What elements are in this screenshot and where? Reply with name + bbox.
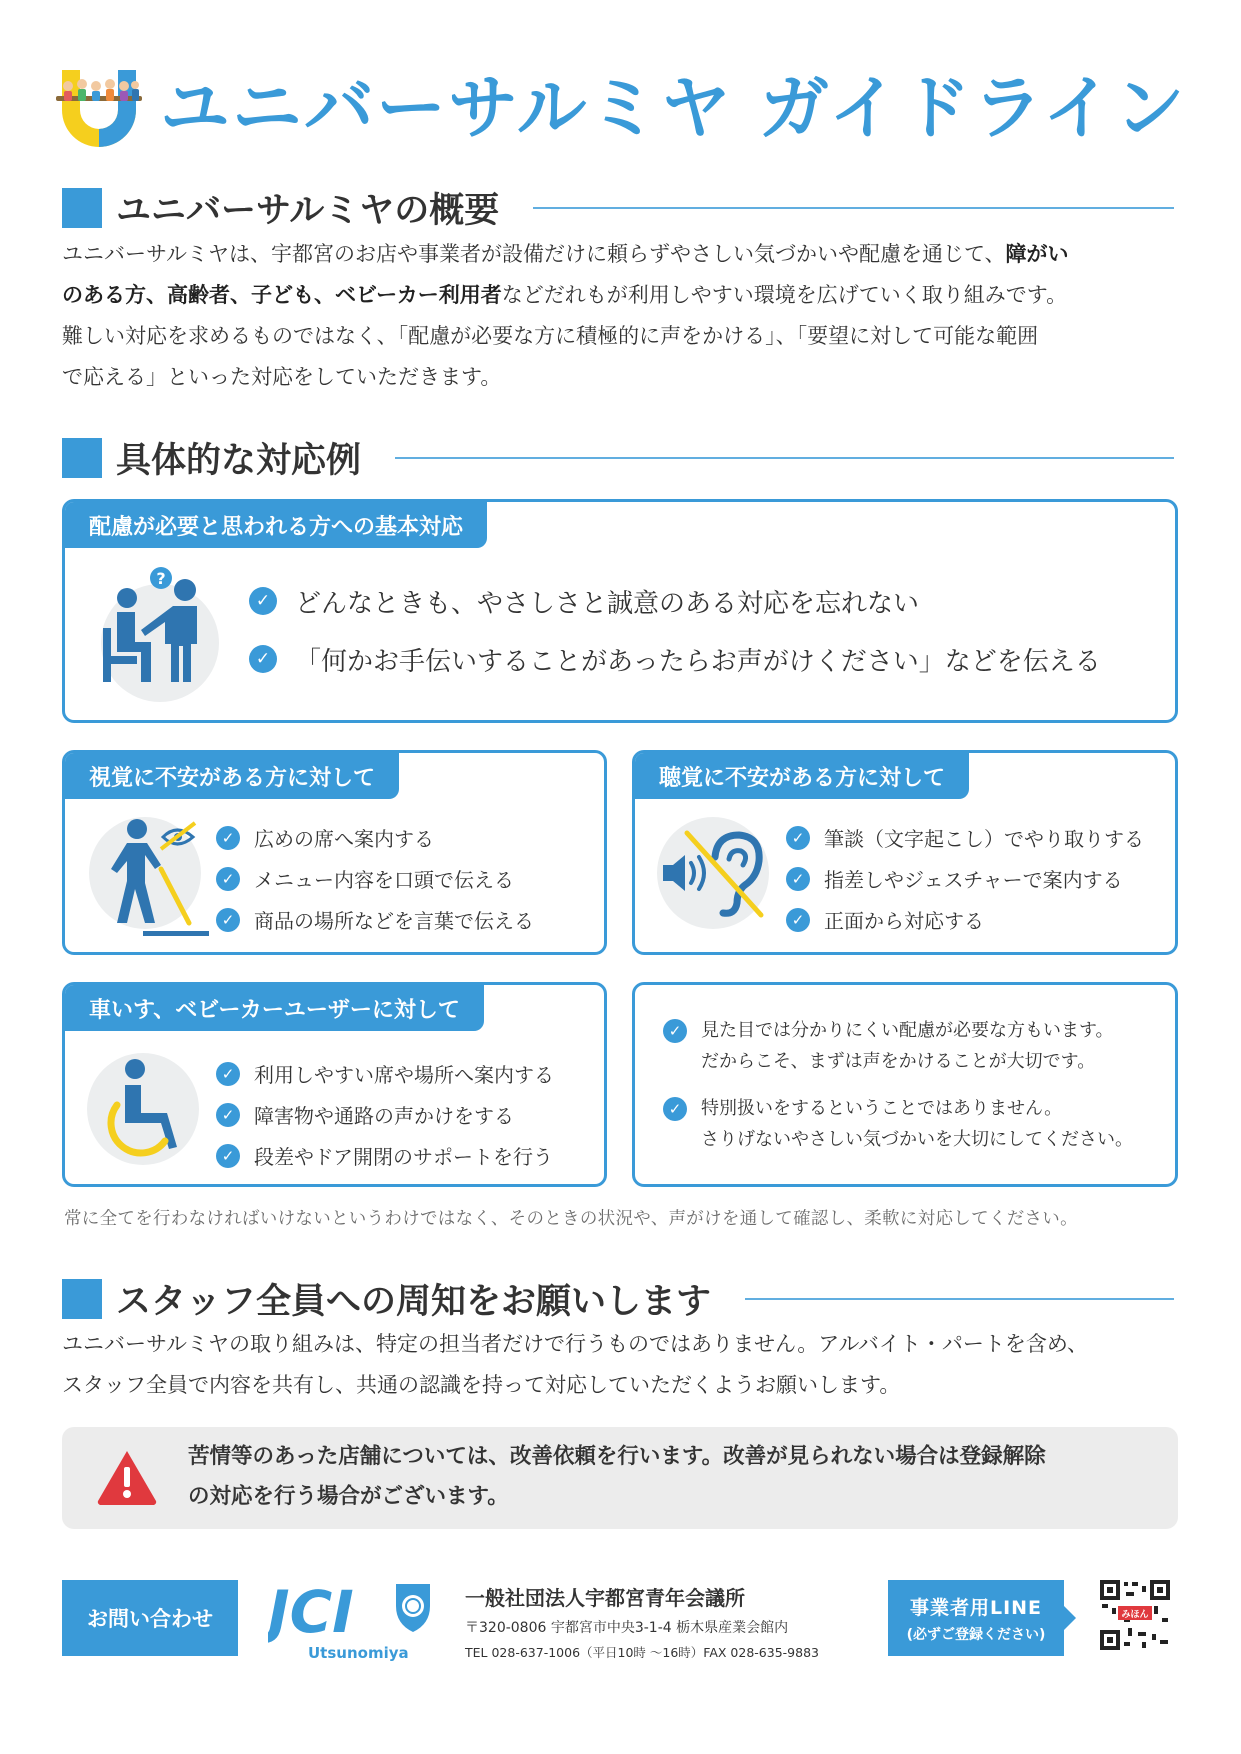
wheelchair-stroller-card — [62, 982, 607, 1187]
section-heading-overview — [62, 183, 1174, 233]
list-item: ✓ 正面から対応する — [786, 899, 1144, 940]
card-tab-label: 配慮が必要と思われる方への基本対応 — [65, 502, 487, 548]
list-item: ✓ メニュー内容を口頭で伝える — [216, 858, 534, 899]
section-heading-examples — [62, 433, 1174, 483]
line-register-button[interactable] — [888, 1580, 1064, 1656]
jci-utsunomiya-logo — [268, 1572, 438, 1664]
check-icon: ✓ — [216, 867, 240, 891]
arrow-right-icon — [1062, 1604, 1076, 1632]
visual-check-list — [216, 817, 534, 940]
organization-name: 一般社団法人宇都宮青年会議所 — [465, 1586, 745, 1610]
check-icon: ✓ — [216, 1144, 240, 1168]
svg-text:みほん: みほん — [1121, 1610, 1149, 1620]
list-item: ✓ 「何かお手伝いすることがあったらお声がけください」などを伝える — [249, 630, 1101, 688]
check-icon: ✓ — [663, 1097, 687, 1121]
visually-impaired-person-icon — [99, 813, 209, 939]
visual-impairment-card — [62, 750, 607, 955]
warning-text: 苦情等のあった店舗については、改善依頼を行います。改善が見られない場合は登録解除 の対応を行う場合がございます。 — [188, 1444, 1046, 1509]
qr-code-icon[interactable] — [1098, 1578, 1172, 1652]
check-icon: ✓ — [249, 587, 277, 615]
check-icon: ✓ — [216, 1103, 240, 1127]
list-item: ✓ 商品の場所などを言葉で伝える — [216, 899, 534, 940]
assist-person-icon — [93, 566, 223, 686]
heading-divider — [533, 207, 1174, 209]
svg-text:JCI: JCI — [268, 1578, 354, 1646]
section-title: スタッフ全員への周知をお願いします — [116, 1282, 712, 1322]
basic-response-card — [62, 499, 1178, 723]
list-item: ✓ 段差やドア開閉のサポートを行う — [216, 1135, 554, 1176]
warning-icon — [96, 1449, 158, 1505]
heading-square-icon — [62, 188, 102, 228]
check-icon: ✓ — [216, 908, 240, 932]
staff-paragraph: ユニバーサルミヤの取り組みは、特定の担当者だけで行うものではありません。アルバイト・パートを含め、 スタッフ全員で内容を共有し、共通の認識を持って対応していただくようお願いします。 — [62, 1332, 1089, 1397]
footnote: 常に全てを行わなければいけないというわけではなく、そのときの状況や、声がけを通して確認し、柔軟に対応してください。 — [64, 1209, 1078, 1229]
hearing-impairment-card — [632, 750, 1178, 955]
note-item: ✓ 見た目では分かりにくい配慮が必要な方もいます。 だからこそ、まずは声をかけることが大切です。 — [663, 1015, 1114, 1077]
check-icon: ✓ — [216, 1062, 240, 1086]
warning-box — [62, 1427, 1178, 1529]
check-icon: ✓ — [786, 867, 810, 891]
list-item: ✓ 筆談（文字起こし）でやり取りする — [786, 817, 1144, 858]
organization-address: 〒320-0806 宇都宮市中央3-1-4 栃木県産業会館内 — [465, 1620, 789, 1636]
hearing-muted-icon — [657, 817, 769, 929]
list-item: ✓ 障害物や通路の声かけをする — [216, 1094, 554, 1135]
card-tab-label: 視覚に不安がある方に対して — [65, 753, 399, 799]
organization-phone: TEL 028-637-1006（平日10時 〜16時）FAX 028-635-9883 — [465, 1645, 819, 1660]
heading-square-icon — [62, 1279, 102, 1319]
contact-label: お問い合わせ — [62, 1580, 238, 1656]
check-icon: ✓ — [663, 1019, 687, 1043]
heading-square-icon — [62, 438, 102, 478]
page-title: ユニバーサルミヤ ガイドライン — [160, 67, 1187, 149]
note-item: ✓ 特別扱いをするということではありません。 さりげないやさしい気づかいを大切にしてください。 — [663, 1093, 1133, 1155]
section-heading-staff — [62, 1274, 1174, 1324]
check-icon: ✓ — [216, 826, 240, 850]
check-icon: ✓ — [786, 908, 810, 932]
wheelchair-check-list — [216, 1053, 554, 1176]
card-tab-label: 聴覚に不安がある方に対して — [635, 753, 969, 799]
basic-check-list — [249, 572, 1101, 688]
list-item: ✓ 広めの席へ案内する — [216, 817, 534, 858]
check-icon: ✓ — [786, 826, 810, 850]
check-icon: ✓ — [249, 645, 277, 673]
svg-text:Utsunomiya: Utsunomiya — [308, 1644, 409, 1662]
list-item: ✓ どんなときも、やさしさと誠意のある対応を忘れない — [249, 572, 1101, 630]
section-title: ユニバーサルミヤの概要 — [116, 191, 500, 231]
universal-miya-logo-icon — [56, 62, 142, 148]
note-card — [632, 982, 1178, 1187]
wheelchair-icon — [95, 1055, 195, 1163]
card-tab-label: 車いす、ベビーカーユーザーに対して — [65, 985, 484, 1031]
section-title: 具体的な対応例 — [116, 441, 362, 481]
hearing-check-list — [786, 817, 1144, 940]
line-button-title: 事業者用LINE — [909, 1596, 1043, 1619]
line-button-subtitle: (必ずご登録ください) — [906, 1626, 1046, 1643]
list-item: ✓ 利用しやすい席や場所へ案内する — [216, 1053, 554, 1094]
svg-text:?: ? — [156, 569, 166, 588]
heading-divider — [395, 457, 1174, 459]
heading-divider — [745, 1298, 1174, 1300]
overview-paragraph: ユニバーサルミヤは、宇都宮のお店や事業者が設備だけに頼らずやさしい気づかいや配慮を通じて、障がい のある方、高齢者、子ども、ベビーカー利用者などだれもが利用しやすい環境を広げていく取り組みです。 難しい対応を求めるものではなく、「配慮が必要な方に積極的に声をかける」、「要望に対して可能な範囲 で応える」といった対応をしていただきます。 — [62, 242, 1069, 389]
list-item: ✓ 指差しやジェスチャーで案内する — [786, 858, 1144, 899]
